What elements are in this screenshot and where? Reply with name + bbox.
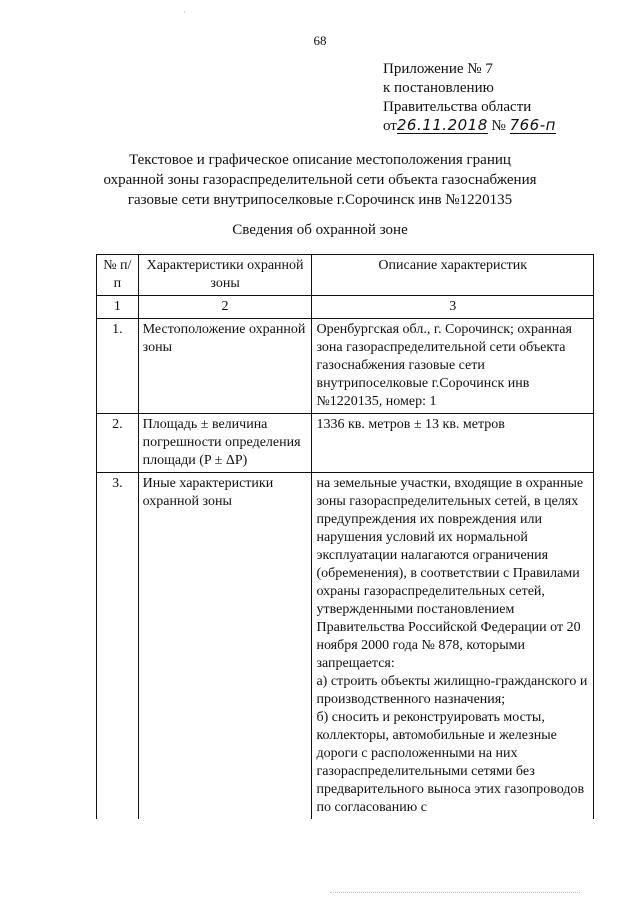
row-num: 1. <box>97 319 139 414</box>
title-line-3: газовые сети внутрипоселковые г.Сорочинск инв №1220135 <box>127 192 513 208</box>
appendix-line-3: Правительства области <box>383 99 532 115</box>
table-row <box>97 473 594 820</box>
header-num: № п/п <box>97 255 139 296</box>
table-row <box>97 414 594 473</box>
page-number: 68 <box>313 33 327 48</box>
table-row <box>97 319 594 414</box>
row-num: 2. <box>97 414 139 473</box>
date-prefix: от <box>383 118 397 134</box>
row-desc: Оренбургская обл., г. Сорочинск; охранная зона газораспределительной сети объекта газоснабжения газовые сети внутрипоселковые г.Сорочинск инв №1220135, номер: 1 <box>312 319 594 414</box>
document-title <box>0 150 640 210</box>
appendix-date-line <box>383 117 556 136</box>
number-prefix: № <box>491 118 506 134</box>
handwritten-number: 766-п <box>509 116 556 134</box>
col-number-1: 1 <box>97 296 139 319</box>
table-header-row <box>97 255 594 296</box>
scan-mark: · <box>183 8 186 17</box>
row-name: Иные характеристики охранной зоны <box>138 473 312 820</box>
row-num: 3. <box>97 473 139 820</box>
section-subtitle: Сведения об охранной зоне <box>232 222 408 238</box>
handwritten-date: 26.11.2018 <box>396 116 488 134</box>
header-description: Описание характеристик <box>312 255 594 296</box>
col-number-2: 2 <box>138 296 312 319</box>
appendix-line-2: к постановлению <box>383 80 494 96</box>
row-desc-item-a: а) строить объекты жилищно-гражданского и производственного назначения; <box>316 674 588 707</box>
header-characteristics: Характеристики охранной зоны <box>138 255 312 296</box>
title-line-1: Текстовое и графическое описание местоположения границ <box>129 152 511 168</box>
cut-off-next-line <box>330 892 580 899</box>
column-number-row <box>97 296 594 319</box>
row-name: Площадь ± величина погрешности определения площади (P ± ΔP) <box>138 414 312 473</box>
row-name: Местоположение охранной зоны <box>138 319 312 414</box>
row-desc-item-b: б) сносить и реконструировать мосты, коллекторы, автомобильные и железные дороги с расположенными на них газораспределительными сетями без предварительного выноса этих газопроводов по согласованию с <box>316 710 585 815</box>
title-line-2: охранной зоны газораспределительной сети объекта газоснабжения <box>103 172 537 188</box>
zone-info-table <box>96 254 594 819</box>
row-desc-cell <box>312 473 594 820</box>
appendix-block <box>383 60 556 136</box>
row-desc: 1336 кв. метров ± 13 кв. метров <box>312 414 594 473</box>
appendix-line-1: Приложение № 7 <box>383 61 493 77</box>
col-number-3: 3 <box>312 296 594 319</box>
row-desc: на земельные участки, входящие в охранные зоны газораспределительных сетей, в целях предупреждения их повреждения или нарушения условий их нормальной эксплуатации налагаются ограничения (обременения), в соответствии с Правилами охраны газораспределительных сетей, утвержденными постановлением Правительства Российской Федерации от 20 ноября 2000 года № 878, которыми запрещается: <box>316 476 584 671</box>
